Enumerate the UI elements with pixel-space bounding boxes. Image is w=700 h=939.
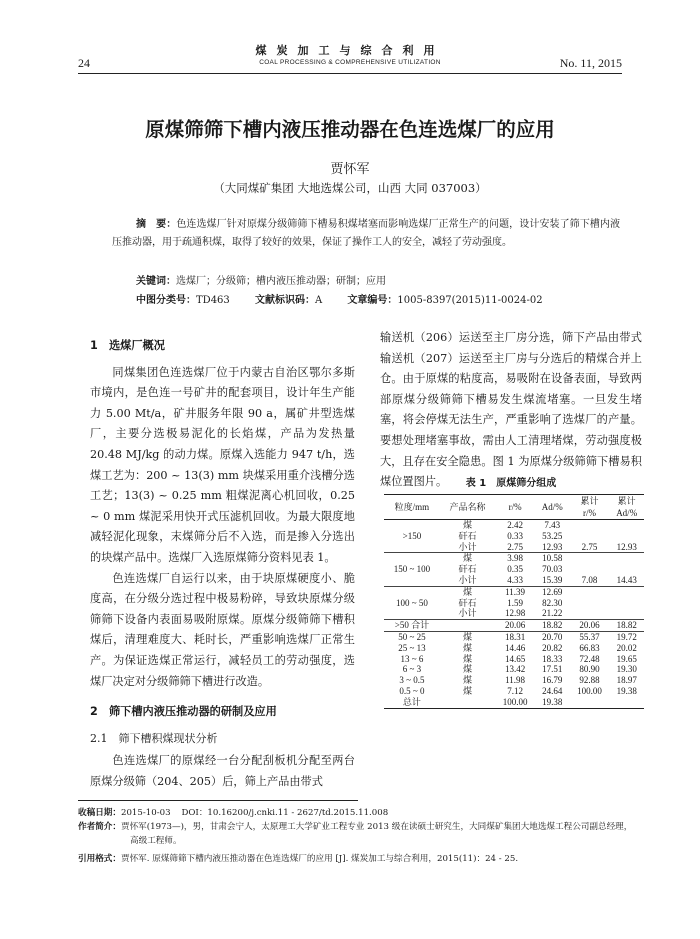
table-row xyxy=(384,542,644,553)
table-cell-name: 矸石 xyxy=(458,597,477,608)
table-row xyxy=(384,697,644,708)
table-cell-ad: 18.82 xyxy=(535,620,570,632)
journal-title-cn: 煤炭加工与综合利用 xyxy=(255,44,445,57)
left-column xyxy=(90,336,355,792)
table-cell-size: >150 xyxy=(402,530,422,541)
table-cell-size: >50 合计 xyxy=(384,620,440,632)
doc-code-value: A xyxy=(314,295,323,306)
table-row xyxy=(384,564,644,575)
table-cell-cr: 72.48 xyxy=(579,653,600,664)
table-1 xyxy=(384,494,644,709)
table-cell-cad xyxy=(609,608,644,619)
keywords xyxy=(136,272,386,287)
table-row xyxy=(384,553,644,564)
table-cell-size xyxy=(384,575,440,586)
table-cell-ad: 21.22 xyxy=(535,608,570,619)
doc-code-label: 文献标识码： xyxy=(254,295,315,306)
table-cell-ad: 24.64 xyxy=(542,685,563,696)
table-cell-cr: 100.00 xyxy=(577,685,602,696)
table-cell-cad: 19.30 xyxy=(616,664,637,675)
table-row xyxy=(384,520,644,531)
clc-value: TD463 xyxy=(196,295,230,306)
table-cell-cad xyxy=(609,598,644,609)
table-cell-name: 矸石 xyxy=(458,530,477,541)
classification-line xyxy=(136,291,565,306)
table-cell-cr: 20.06 xyxy=(570,620,610,632)
author-bio-line xyxy=(78,820,638,848)
th-name: 产品名称 xyxy=(440,495,495,520)
table-cell-name xyxy=(440,697,495,708)
abstract xyxy=(112,216,620,251)
table-cell-name: 小计 xyxy=(440,608,495,619)
table-cell-ad: 18.33 xyxy=(542,653,563,664)
table-cell-size: 25 ~ 13 xyxy=(398,642,426,653)
table-cell-name: 煤 xyxy=(463,685,473,696)
th-ad: Ad/% xyxy=(535,495,570,520)
table-cell-cr xyxy=(570,553,610,564)
table-cell-ad: 53.25 xyxy=(542,530,563,541)
table-cell-cad xyxy=(609,697,644,708)
table-1-caption: 表 1 原煤筛分组成 xyxy=(465,478,557,489)
table-cell-name: 煤 xyxy=(463,631,473,642)
table-cell-size: 100 ~ 50 xyxy=(395,597,428,608)
table-cell-size xyxy=(384,553,440,564)
table-cell-size: 0.5 ~ 0 xyxy=(399,685,425,696)
th-cum-r: 累计 r/% xyxy=(570,495,610,520)
table-cell-name: 小计 xyxy=(440,575,495,586)
table-cell-r: 0.33 xyxy=(507,530,523,541)
table-cell-ad: 15.39 xyxy=(535,575,570,586)
table-cell-ad: 19.38 xyxy=(535,697,570,708)
table-cell-r: 7.12 xyxy=(507,685,523,696)
table-cell-ad: 10.58 xyxy=(542,553,563,564)
author-name: 贾怀军 xyxy=(330,162,370,177)
table-cell-ad: 12.93 xyxy=(535,542,570,553)
footnotes xyxy=(78,806,638,866)
table-row xyxy=(384,608,644,619)
table-row xyxy=(384,686,644,697)
table-cell-r: 14.65 xyxy=(504,653,526,664)
abstract-label: 摘 要： xyxy=(136,219,177,230)
table-cell-ad: 16.79 xyxy=(542,675,563,686)
table-cell-cad xyxy=(609,586,644,597)
header-rule xyxy=(78,73,622,74)
th-r: r/% xyxy=(495,495,535,520)
table-cell-cr xyxy=(570,520,610,531)
table-cell-cr: 7.08 xyxy=(570,575,610,586)
table-cell-cr xyxy=(570,598,610,609)
table-cell-r: 2.42 xyxy=(507,520,523,530)
page-number: 24 xyxy=(78,56,90,70)
issue-number: No. 11, 2015 xyxy=(559,56,622,70)
table-cell-cad xyxy=(609,520,644,531)
table-cell-size xyxy=(384,586,440,597)
table-cell-r: 2.75 xyxy=(495,542,535,553)
footnote-rule xyxy=(78,800,358,801)
table-cell-cad: 19.38 xyxy=(616,685,637,696)
author-bio-label: 作者简介： xyxy=(78,822,121,832)
table-cell-cr xyxy=(570,697,610,708)
th-size: 粒度/mm xyxy=(384,495,440,520)
journal-title-en: COAL PROCESSING & COMPREHENSIVE UTILIZATION xyxy=(259,59,441,66)
table-cell-r: 4.33 xyxy=(495,575,535,586)
table-row xyxy=(384,664,644,675)
citation-text: 贾怀军. 原煤筛筛下槽内液压推动器在色连选煤厂的应用 [J]. 煤炭加工与综合利用，2015(11)：24 - 25. xyxy=(120,854,519,864)
received-label: 收稿日期： xyxy=(78,808,121,818)
table-cell-cr xyxy=(570,564,610,575)
author-bio-text: 贾怀军(1973—)，男，甘肃会宁人，太原理工大学矿业工程专业 2013 级在读硕士研究生，大同煤矿集团大地选煤工程公司副总经理，高级工程师。 xyxy=(120,822,633,846)
th-cum-ad: 累计 Ad/% xyxy=(609,495,644,520)
table-cell-cad: 20.02 xyxy=(616,642,637,653)
table-cell-cr xyxy=(570,608,610,619)
table-cell-name: 煤 xyxy=(463,642,473,653)
table-cell-cr xyxy=(570,586,610,597)
table-cell-r: 3.98 xyxy=(507,553,523,564)
table-cell-size xyxy=(384,542,440,553)
table-cell-ad: 70.03 xyxy=(542,564,563,575)
table-cell-name: 煤 xyxy=(463,675,473,686)
table-row xyxy=(384,586,644,597)
citation-line xyxy=(78,852,638,866)
table-cell-r: 12.98 xyxy=(495,608,535,619)
table-row xyxy=(384,654,644,665)
table-cell-r: 1.59 xyxy=(507,597,523,608)
table-cell-ad: 17.51 xyxy=(542,664,563,675)
right-paragraph-1: 输送机（206）运送至主厂房分选，筛下产品由带式输送机（207）运送至主厂房与分选后的精煤合并上仓。由于原煤的粘度高，易吸附在设备表面，导致两部原煤分级筛筛下槽易发生煤流堵塞。一旦发生堵塞，将会停煤无法生产，严重影响了选煤厂的产量。要想处理堵塞事故，需由人工清理堵煤，劳动强度极大，且存在安全隐患。图 1 为原煤分级筛筛下槽易积煤位置图片。 xyxy=(380,331,642,489)
table-cell-size: 13 ~ 6 xyxy=(400,653,424,664)
section-2-heading: 2 筛下槽内液压推动器的研制及应用 xyxy=(90,705,277,719)
table-cell-cad: 18.82 xyxy=(609,620,644,632)
table-cell-name: 小计 xyxy=(440,542,495,553)
table-cell-cad: 18.97 xyxy=(616,675,637,686)
table-cell-name: 煤 xyxy=(463,520,473,530)
table-cell-size xyxy=(384,608,440,619)
section-2-1-paragraph-1: 色连选煤厂的原煤经一台分配刮板机分配至两台原煤分级筛（204、205）后，筛上产品由带式 xyxy=(90,754,355,788)
section-1-paragraph-1: 同煤集团色连选煤厂位于内蒙古自治区鄂尔多斯市境内，是色连一号矿井的配套项目，设计年生产能力 5.00 Mt/a，矿井服务年限 90 a，属矿井型选煤厂，主要分选极易泥化的长焰煤，产品为发热量 20.48 MJ/kg 的动力煤。原煤入选能力 947 t/h，选煤工艺为：200 ~ 13(3) mm 块煤采用重介浅槽分选工艺；13(3) ~ 0.25 mm 粗煤泥离心机回收，0.25 ~ 0 mm 煤泥采用快开式压滤机回收。为最大限度地减轻泥化现象，末煤筛分后不入选，而是掺入分选出的块煤产品中。选煤厂入选原煤筛分资料见表 1。 xyxy=(90,365,355,564)
table-cell-cr: 80.90 xyxy=(579,664,600,675)
citation-label: 引用格式： xyxy=(78,854,121,864)
doi-label: DOI： xyxy=(181,808,208,818)
table-cell-cad: 12.93 xyxy=(609,542,644,553)
table-row xyxy=(384,575,644,586)
table-row xyxy=(384,598,644,609)
table-cell-r: 100.00 xyxy=(495,697,535,708)
table-cell-size: 3 ~ 0.5 xyxy=(399,675,425,686)
table-cell-r: 0.35 xyxy=(507,564,523,575)
table-cell-r: 11.39 xyxy=(505,586,526,597)
author-affiliation: （大同煤矿集团 大地选煤公司，山西 大同 037003） xyxy=(213,181,487,195)
table-cell-cr: 2.75 xyxy=(570,542,610,553)
table-row xyxy=(384,675,644,686)
table-cell-ad: 20.82 xyxy=(542,642,563,653)
table-cell-size: 总计 xyxy=(384,697,440,708)
received-date: 2015-10-03 xyxy=(120,808,171,818)
table-row xyxy=(384,620,644,632)
table-cell-cad xyxy=(609,531,644,542)
table-cell-cr xyxy=(570,531,610,542)
article-title: 原煤筛筛下槽内液压推动器在色连选煤厂的应用 xyxy=(145,118,555,141)
table-row xyxy=(384,531,644,542)
right-column xyxy=(380,328,642,493)
table-cell-size: 150 ~ 100 xyxy=(393,564,431,575)
table-cell-name: 煤 xyxy=(463,553,473,564)
table-cell-ad: 20.70 xyxy=(542,631,563,642)
table-cell-cad xyxy=(609,553,644,564)
keywords-label: 关键词： xyxy=(136,276,176,287)
table-cell-r: 20.06 xyxy=(495,620,535,632)
doi-value: 10.16200/j.cnki.11 - 2627/td.2015.11.008 xyxy=(207,808,389,818)
section-1-paragraph-2: 色连选煤厂自运行以来，由于块原煤硬度小、脆度高，在分级分选过程中极易粉碎，导致块原煤分级筛筛下设备内表面易吸附原煤。原煤分级筛筛下槽积煤后，清理难度大、耗时长，严重影响选煤厂正常生产。为保证选煤正常运行，减轻员工的劳动强度，选煤厂决定对分级筛筛下槽进行改造。 xyxy=(90,571,355,688)
abstract-text: 色连选煤厂针对原煤分级筛筛下槽易积煤堵塞而影响选煤厂正常生产的问题，设计安装了筛下槽内液压推动器，用于疏通积煤，取得了较好的效果，保证了操作工人的安全，减轻了劳动强度。 xyxy=(112,219,621,248)
section-2-1-heading: 2.1 筛下槽积煤现状分析 xyxy=(90,731,218,745)
table-cell-name: 矸石 xyxy=(458,564,477,575)
table-cell-cr: 66.83 xyxy=(579,642,600,653)
table-cell-cad: 19.72 xyxy=(616,631,637,642)
table-cell-name: 煤 xyxy=(463,664,473,675)
table-cell-name: 煤 xyxy=(463,653,473,664)
table-cell-ad: 7.43 xyxy=(544,520,561,530)
received-line xyxy=(78,806,638,820)
table-cell-r: 14.46 xyxy=(504,642,526,653)
table-cell-cad: 14.43 xyxy=(609,575,644,586)
table-row xyxy=(384,643,644,654)
section-1-heading: 1 选煤厂概况 xyxy=(90,339,165,352)
table-cell-r: 13.42 xyxy=(504,664,526,675)
keywords-text: 选煤厂；分级筛；槽内液压推动器；研制；应用 xyxy=(176,276,386,287)
table-cell-r: 11.98 xyxy=(505,675,526,686)
table-cell-cad: 19.65 xyxy=(616,653,637,664)
table-cell-cad xyxy=(609,564,644,575)
table-cell-cr: 92.88 xyxy=(579,675,600,686)
clc-label: 中图分类号： xyxy=(136,295,196,306)
table-cell-size: 50 ~ 25 xyxy=(398,631,426,642)
table-cell-size: 6 ~ 3 xyxy=(402,664,422,675)
table-cell-ad: 82.30 xyxy=(542,597,563,608)
table-cell-ad: 12.69 xyxy=(542,586,563,597)
table-row xyxy=(384,631,644,642)
article-no-value: 1005-8397(2015)11-0024-02 xyxy=(397,295,543,306)
table-cell-cr: 55.37 xyxy=(579,631,600,642)
article-no-label: 文章编号： xyxy=(347,295,398,306)
table-cell-name: 煤 xyxy=(463,586,473,597)
table-cell-size xyxy=(384,520,440,531)
table-cell-name xyxy=(440,620,495,632)
table-cell-r: 18.31 xyxy=(504,631,526,642)
